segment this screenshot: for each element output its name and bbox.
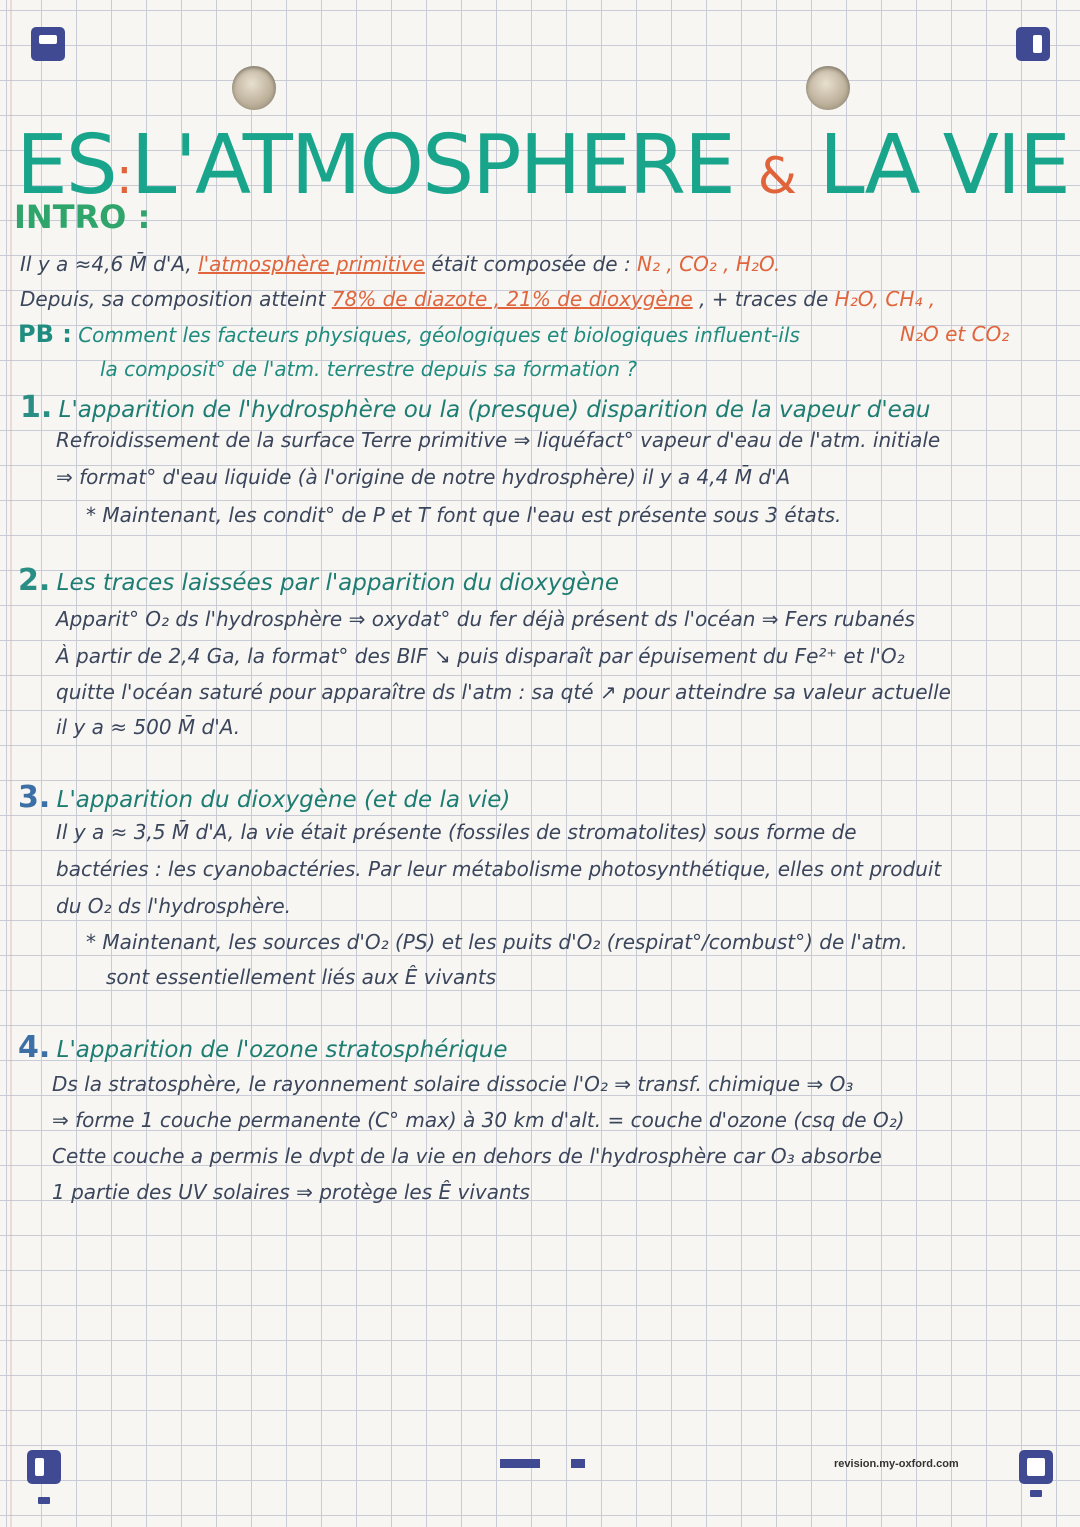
corner-logo-bottom-left [27,1450,61,1484]
section-4-title: 4. L'apparition de l'ozone stratosphérique [18,1030,508,1065]
corner-dash-left [38,1497,50,1504]
intro-heading: INTRO : [14,198,151,236]
binder-hole-left [232,66,276,110]
section-3-line-2: bactéries : les cyanobactéries. Par leur métabolisme photosynthétique, elles ont produit [56,857,942,881]
corner-logo-top-right [1016,27,1050,61]
section-3-line-1: Il y a ≈ 3,5 M̄ d'A, la vie était présente (fossiles de stromatolites) sous forme de [56,820,857,844]
section-3-line-3: du O₂ ds l'hydrosphère. [56,894,292,918]
corner-logo-top-left [31,27,65,61]
problem-line-2: la composit° de l'atm. terrestre depuis sa formation ? [100,357,638,381]
intro-line-2: Depuis, sa composition atteint 78% de diazote , 21% de dioxygène , + traces de H₂O, CH₄ , [20,287,936,311]
footer-url[interactable]: revision.my-oxford.com [834,1458,959,1470]
section-3-title: 3. L'apparition du dioxygène (et de la vie) [18,780,511,815]
section-3-line-5: sont essentiellement liés aux Ê vivants [106,965,497,989]
section-2-line-1: Apparit° O₂ ds l'hydrosphère ⇒ oxydat° du fer déjà présent ds l'océan ⇒ Fers rubanés [56,607,915,631]
page-title: ES:L'ATMOSPHERE & LA VIE [16,118,1069,213]
section-1-line-2: ⇒ format° d'eau liquide (à l'origine de notre hydrosphère) il y a 4,4 M̄ d'A [56,465,791,489]
section-1-line-1: Refroidissement de la surface Terre primitive ⇒ liquéfact° vapeur d'eau de l'atm. initiale [56,428,941,452]
section-4-line-3: Cette couche a permis le dvpt de la vie en dehors de l'hydrosphère car O₃ absorbe [52,1144,882,1168]
section-3-line-4: * Maintenant, les sources d'O₂ (PS) et les puits d'O₂ (respirat°/combust°) de l'atm. [86,930,908,954]
problem-line-1: PB : Comment les facteurs physiques, géologiques et biologiques influent-ils [18,320,800,348]
footer-dots [500,1459,540,1468]
section-4-line-1: Ds la stratosphère, le rayonnement solaire dissocie l'O₂ ⇒ transf. chimique ⇒ O₃ [52,1072,854,1096]
section-1-line-3: * Maintenant, les condit° de P et T font que l'eau est présente sous 3 états. [86,503,842,527]
binder-hole-right [806,66,850,110]
section-4-line-2: ⇒ forme 1 couche permanente (C° max) à 30 km d'alt. = couche d'ozone (csq de O₂) [52,1108,905,1132]
footer-dot [571,1459,585,1468]
intro-line-1: Il y a ≈4,6 M̄ d'A, l'atmosphère primitive était composée de : N₂ , CO₂ , H₂O. [20,252,781,276]
intro-line-2-cont: N₂O et CO₂ [900,322,1010,346]
margin-line [10,0,12,1527]
corner-dash-right [1030,1490,1042,1497]
section-2-line-2: À partir de 2,4 Ga, la format° des BIF ↘ puis disparaît par épuisement du Fe²⁺ et l'O₂ [56,644,905,668]
section-4-line-4: 1 partie des UV solaires ⇒ protège les Ê vivants [52,1180,530,1204]
section-1-title: 1. L'apparition de l'hydrosphère ou la (presque) disparition de la vapeur d'eau [20,390,931,425]
corner-logo-bottom-right [1019,1450,1053,1484]
section-2-line-4: il y a ≈ 500 M̄ d'A. [56,715,241,739]
section-2-title: 2. Les traces laissées par l'apparition du dioxygène [18,563,620,598]
section-2-line-3: quitte l'océan saturé pour apparaître ds l'atm : sa qté ↗ pour atteindre sa valeur actuelle [56,680,951,704]
